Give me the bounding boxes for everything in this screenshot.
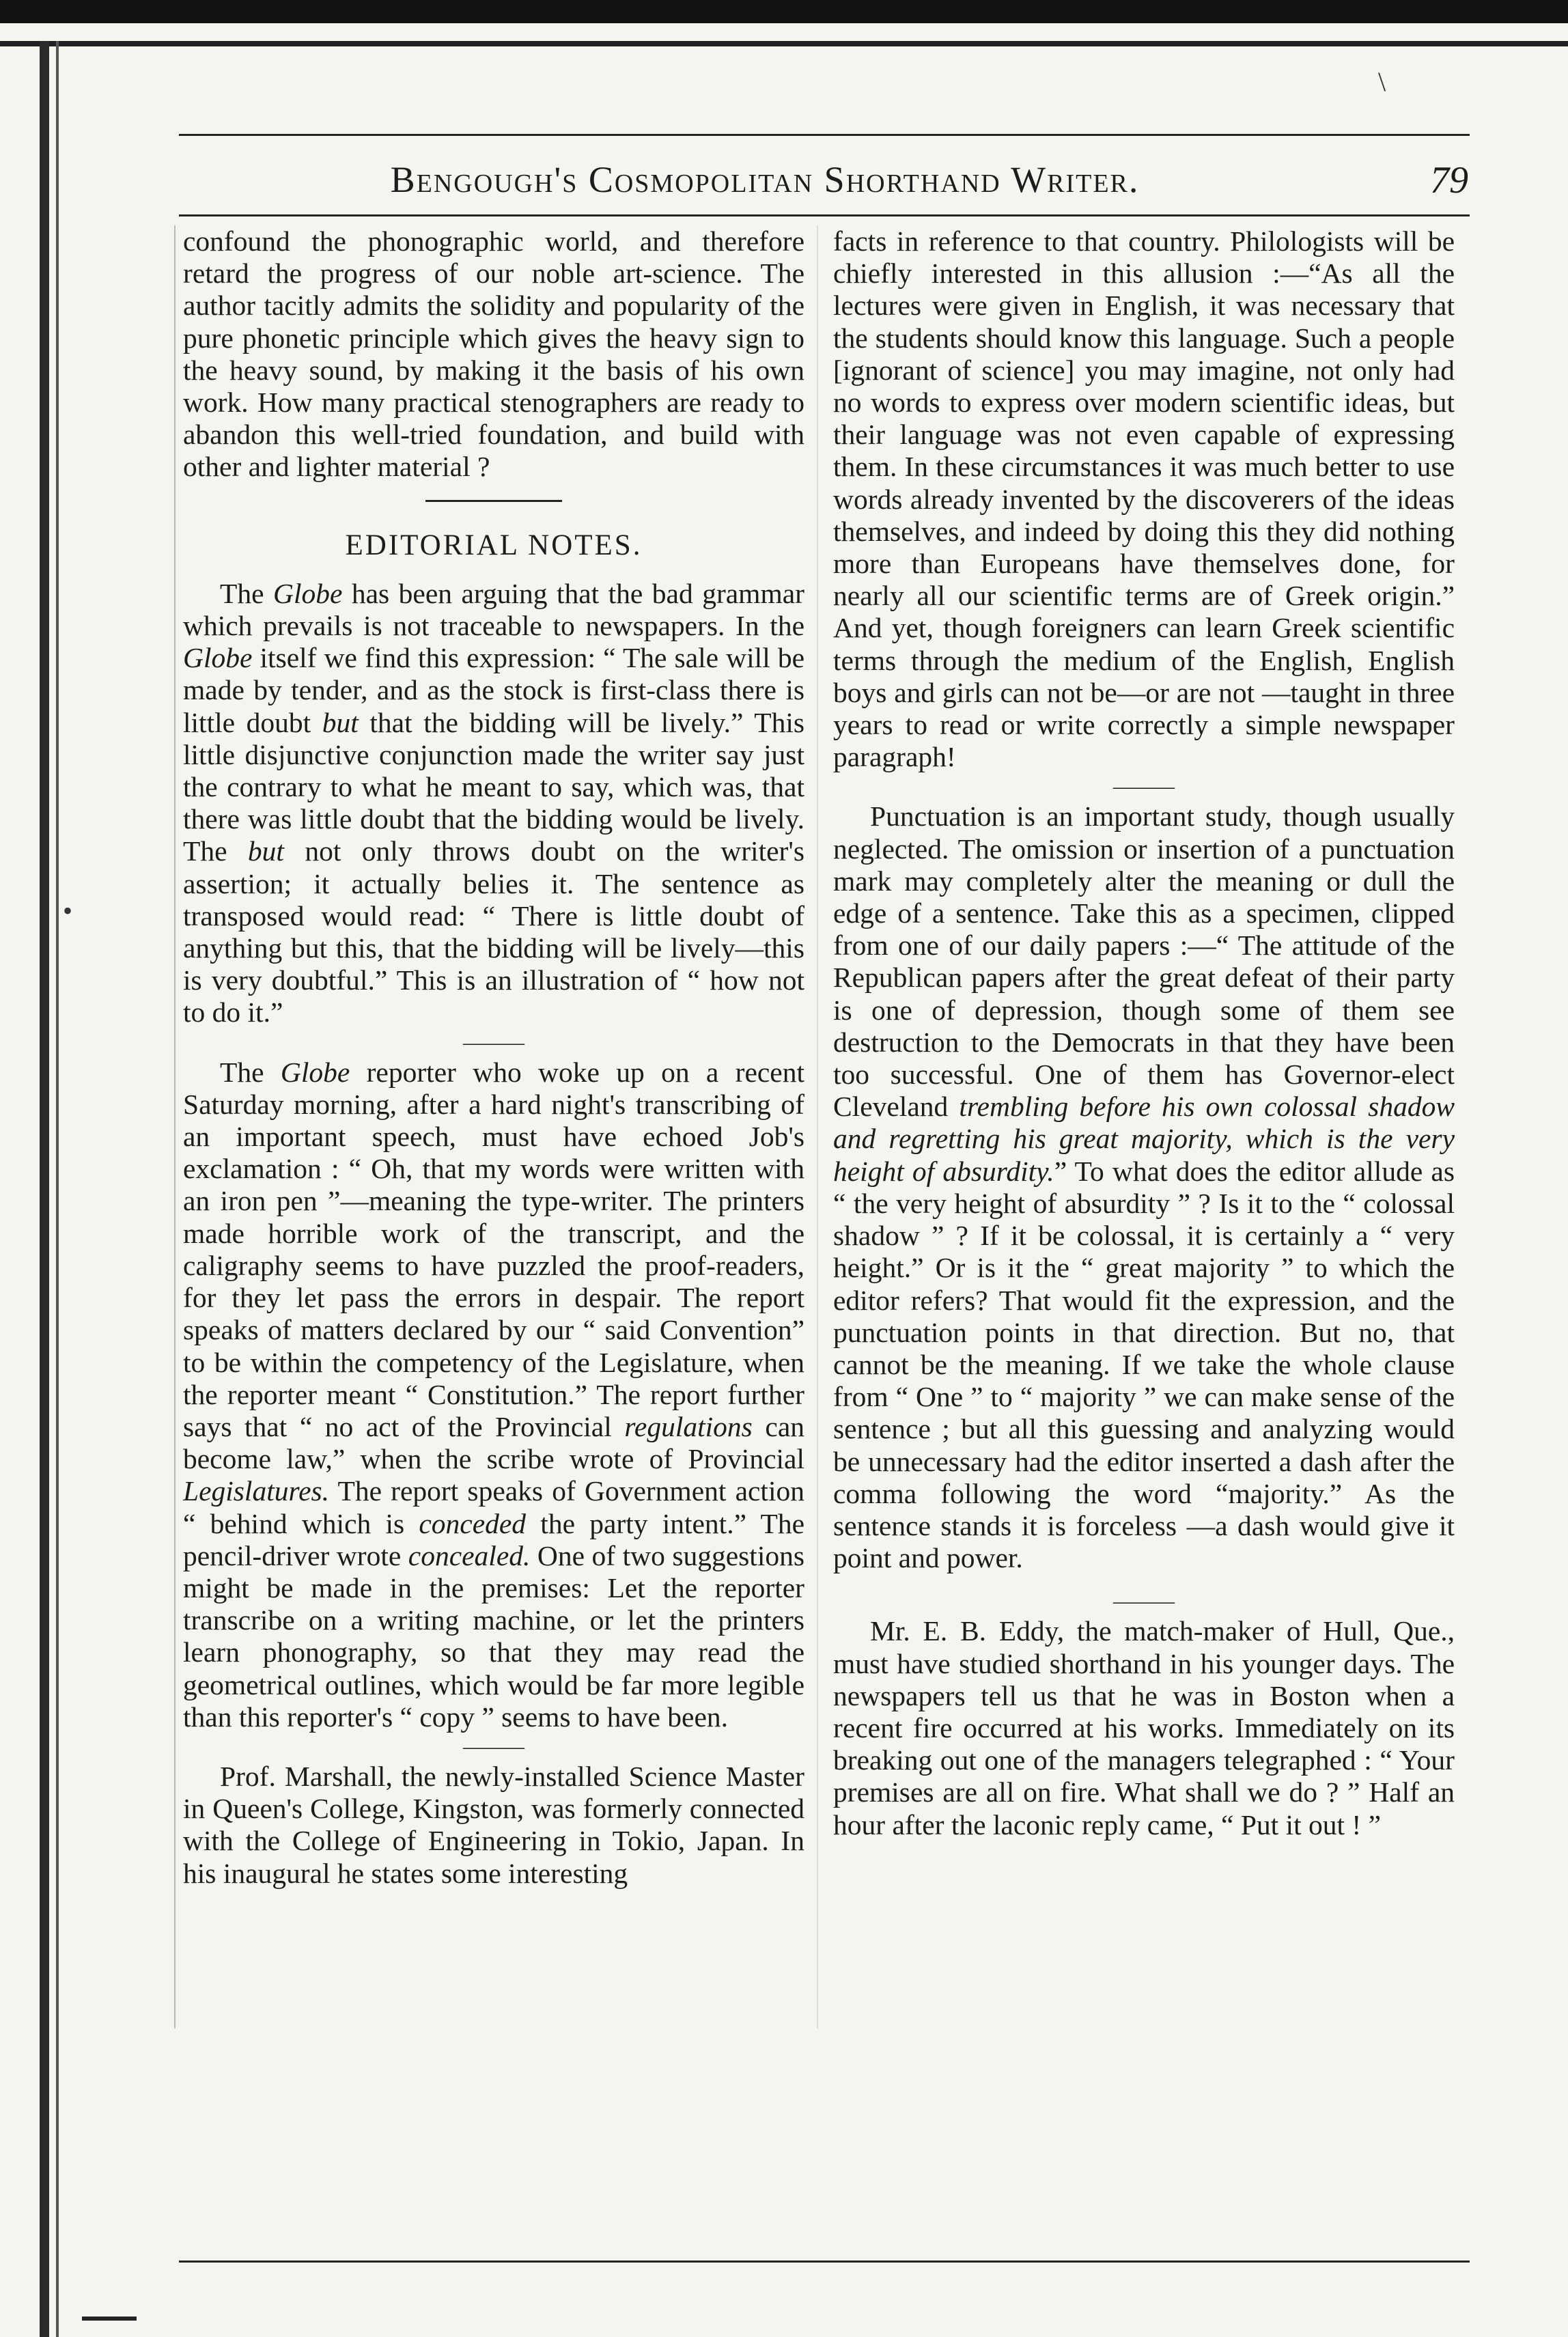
scan-left-edge: [40, 41, 49, 2337]
column-gutter: [817, 225, 818, 2028]
footer-rule: [179, 2261, 1470, 2263]
page-number: 79: [1430, 159, 1468, 201]
scan-left-edge-thin: [56, 41, 59, 2337]
separator: ———: [1113, 1590, 1175, 1613]
marshall-paragraph: Prof. Marshall, the newly-installed Science Master in Queen's College, Kingston, was formerly connected with the College of Engineering in Tokio, Japan. In his inaugural he states some interesting: [183, 1760, 804, 1889]
section-rule: [425, 500, 562, 502]
separator: ———: [1113, 775, 1175, 798]
section-heading: EDITORIAL NOTES.: [345, 529, 643, 561]
margin-mark-left: •: [63, 895, 73, 926]
header-bottom-rule: [179, 214, 1470, 216]
scan-top-edge: [0, 0, 1568, 23]
eddy-paragraph: Mr. E. B. Eddy, the match-maker of Hull, Que., must have studied shorthand in his younger days. The newspapers tell us that he was in Boston when a recent fire occurred at his works. Immediately on its breaking out one of the managers telegraphed : “ Your premises are all on fire. What shall we do ? ” Half an hour after the laconic reply came, “ Put it out ! ”: [833, 1615, 1455, 1841]
running-title: Bengough's Cosmopolitan Shorthand Writer.: [390, 159, 1140, 200]
header-rule: [179, 134, 1470, 136]
scan-top-rule: [0, 41, 1568, 46]
separator: ———: [463, 1031, 524, 1054]
punctuation-paragraph: Punctuation is an important study, though usually neglected. The omission or insertion of a punctuation mark may completely alter the meaning or dull the edge of a sentence. Take this as a specimen, clipped from one of our daily papers :—“ The attitude of the Republican papers after the great defeat of their party is one of depression, though some of them see destruction to the Democrats in that they have been too successful. One of them has Governor-elect Cleveland trembling before his own colossal shadow and regretting his great majority, which is the very height of absurdity.” To what does the editor allude as “ the very height of absurdity ” ? Is it to the “ colossal shadow ” ? If it be colossal, it is certainly a “ very height.” Or is it the “ great majority ” to which the editor refers? That would fit the expression, and the punctuation points in that direction. But no, that cannot be the meaning. If we take the whole clause from “ One ” to “ majority ” we can make sense of the sentence ; but all this guessing and analyzing would be unnecessary had the editor inserted a dash after the comma following the word “majority.” As the sentence stands it is forceless —a dash would give it point and power.: [833, 800, 1455, 1574]
intro-paragraph: confound the phonographic world, and therefore retard the progress of our noble art-science. The author tacitly admits the solidity and popularity of the pure phonetic principle which gives the heavy sign to the heavy sound, by making it the basis of his own work. How many practical stenographers are ready to abandon this well-tried foundation, and build with other and lighter material ?: [183, 225, 804, 483]
left-column-rule: [174, 225, 176, 2028]
globe-paragraph: The Globe has been arguing that the bad grammar which prevails is not traceable to newspapers. In the Globe itself we find this expression: “ The sale will be made by tender, and as the stock is first-class there is little doubt but that the bidding will be lively.” This little disjunctive conjunction made the writer say just the contrary to what he meant to say, which was, that there was little doubt that the bidding would be lively. The but not only throws doubt on the writer's assertion; it actually belies it. The sentence as transposed would read: “ There is little doubt of anything but this, that the bidding will be lively—this is very doubtful.” This is an illustration of “ how not to do it.”: [183, 577, 805, 1028]
scan-bottom-mark: [82, 2317, 137, 2321]
left-column: [183, 225, 804, 1890]
reporter-paragraph: The Globe reporter who woke up on a recent Saturday morning, after a hard night's transcribing of an important speech, must have echoed Job's exclamation : “ Oh, that my words were written with an iron pen ”—meaning the type-writer. The printers made horrible work of the transcript, and the caligraphy seems to have puzzled the proof-readers, for they let pass the errors in despair. The report speaks of matters declared by our “ said Convention” to be within the competency of the Legislature, when the reporter meant “ Constitution.” The report further says that “ no act of the Provincial regulations can become law,” when the scribe wrote of Provincial Legislatures. The report speaks of Government action “ behind which is conceded the party intent.” The pencil-driver wrote concealed. One of two suggestions might be made in the premises: Let the reporter transcribe on a writing machine, or let the printers learn phonography, so that they may read the geometrical outlines, which would be far more legible than this reporter's “ copy ” seems to have been.: [183, 1056, 804, 1733]
right-column: [833, 225, 1455, 1841]
continuation-paragraph: facts in reference to that country. Philologists will be chiefly interested in this allusion :—“As all the lectures were given in English, it was necessary that the students should know this language. Such a people [ignorant of science] you may imagine, not only had no words to express over modern scientific ideas, but their language was not even capable of expressing them. In these circumstances it was much better to use words already invented by the discoverers of the ideas themselves, and indeed by doing this they did nothing more than Europeans have themselves done, for nearly all our scientific terms are of Greek origin.” And yet, though foreigners can learn Greek scientific terms through the medium of the English, English boys and girls can not be—or are not —taught in three years to read or write correctly a simple newspaper paragraph!: [833, 225, 1455, 773]
margin-mark-top: \: [1378, 66, 1386, 97]
separator: ———: [463, 1735, 524, 1758]
